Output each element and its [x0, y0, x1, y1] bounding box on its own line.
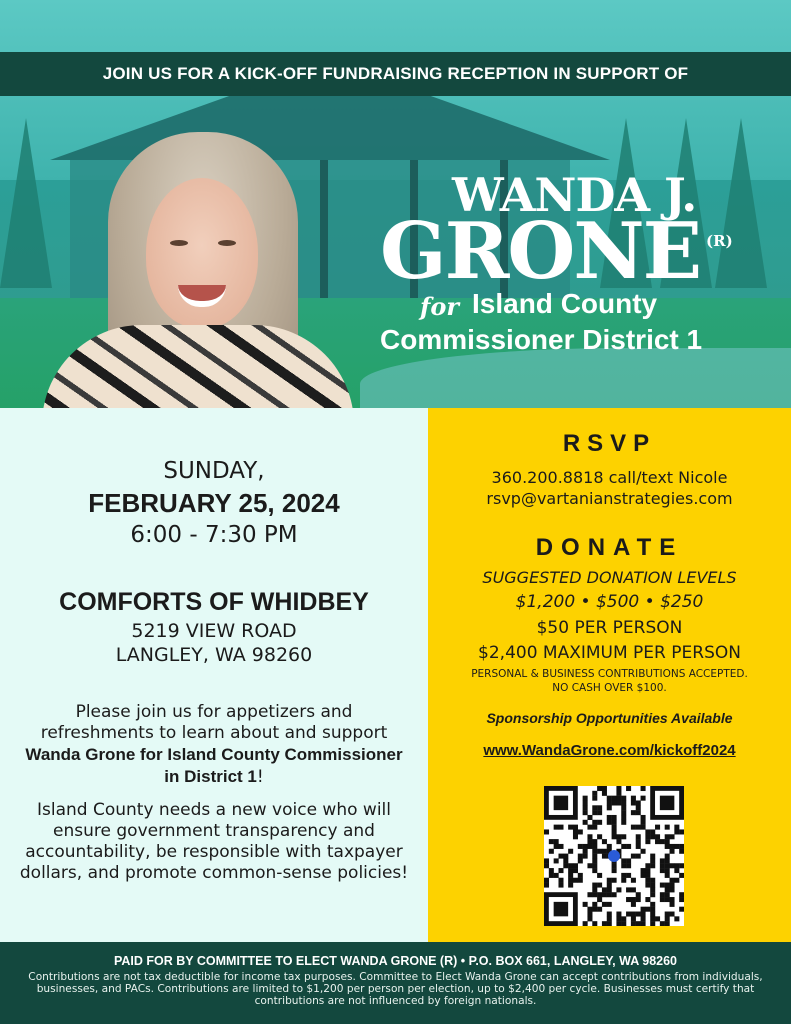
banner-text: JOIN US FOR A KICK-OFF FUNDRAISING RECEPTION IN SUPPORT OF — [102, 64, 689, 83]
event-day: SUNDAY, — [163, 458, 265, 484]
rsvp-heading: RSVP — [562, 430, 657, 457]
rsvp-phone: 360.200.8818 call/text Nicole — [491, 468, 728, 487]
donate-heading: DONATE — [535, 534, 684, 561]
per-person-price: $50 PER PERSON — [536, 618, 683, 638]
invitation-paragraph — [22, 702, 406, 788]
paid-for-line: PAID FOR BY COMMITTEE TO ELECT WANDA GRONE (R) • P.O. BOX 661, LANGLEY, WA 98260 — [113, 954, 678, 968]
cash-limit-note: NO CASH OVER $100. — [552, 682, 667, 694]
for-label: for — [420, 292, 459, 321]
top-banner — [0, 52, 791, 96]
rsvp-email[interactable]: rsvp@vartanianstrategies.com — [486, 489, 733, 508]
donation-levels: $1,200 • $500 • $250 — [515, 592, 704, 612]
qr-code-graphic — [544, 786, 684, 926]
contribution-disclaimer: Contributions are not tax deductible for income tax purposes. Committee to Elect Wanda Grone can accept contributions from individuals, businesses, and PACs. Contributions are limited to $1,200 per person per election, up to $2,400 per cycle. Businesses must certify that contributions are not influenced by foreign nationals. — [28, 971, 763, 1007]
candidate-portrait — [42, 120, 354, 408]
office-label: Commissioner District 1 — [380, 324, 703, 355]
venue-name: COMFORTS OF WHIDBEY — [59, 588, 369, 616]
campaign-message: Island County needs a new voice who will ensure government transparency and accountability, be responsible with taxpayer dollars, and promote common-sense policies! — [19, 800, 409, 883]
invitation-bold: Wanda Grone for Island County Commissioner in District 1 — [25, 745, 403, 786]
rsvp-donate-column — [428, 408, 791, 942]
party-label: (R) — [706, 232, 733, 250]
county-label: Island County — [472, 288, 658, 319]
event-date: FEBRUARY 25, 2024 — [88, 488, 340, 518]
invitation-end: ! — [256, 767, 264, 787]
donation-link[interactable]: www.WandaGrone.com/kickoff2024 — [483, 742, 736, 759]
footer-disclaimer — [0, 942, 791, 1024]
event-details-column — [0, 408, 428, 942]
venue-address-city: LANGLEY, WA 98260 — [115, 644, 313, 666]
sponsorship-note: Sponsorship Opportunities Available — [486, 710, 733, 726]
event-time: 6:00 - 7:30 PM — [130, 522, 298, 548]
contributions-note: PERSONAL & BUSINESS CONTRIBUTIONS ACCEPTED. — [471, 668, 748, 680]
candidate-first-name: WANDA J. — [452, 168, 697, 222]
maximum-per-person: $2,400 MAXIMUM PER PERSON — [478, 643, 741, 663]
invitation-intro: Please join us for appetizers and refreshments to learn about and support — [40, 702, 388, 743]
venue-address-street: 5219 VIEW ROAD — [131, 620, 297, 642]
candidate-last-name: GRONE — [380, 206, 701, 297]
suggested-levels-label: SUGGESTED DONATION LEVELS — [482, 568, 737, 587]
qr-code-icon[interactable] — [544, 786, 684, 926]
